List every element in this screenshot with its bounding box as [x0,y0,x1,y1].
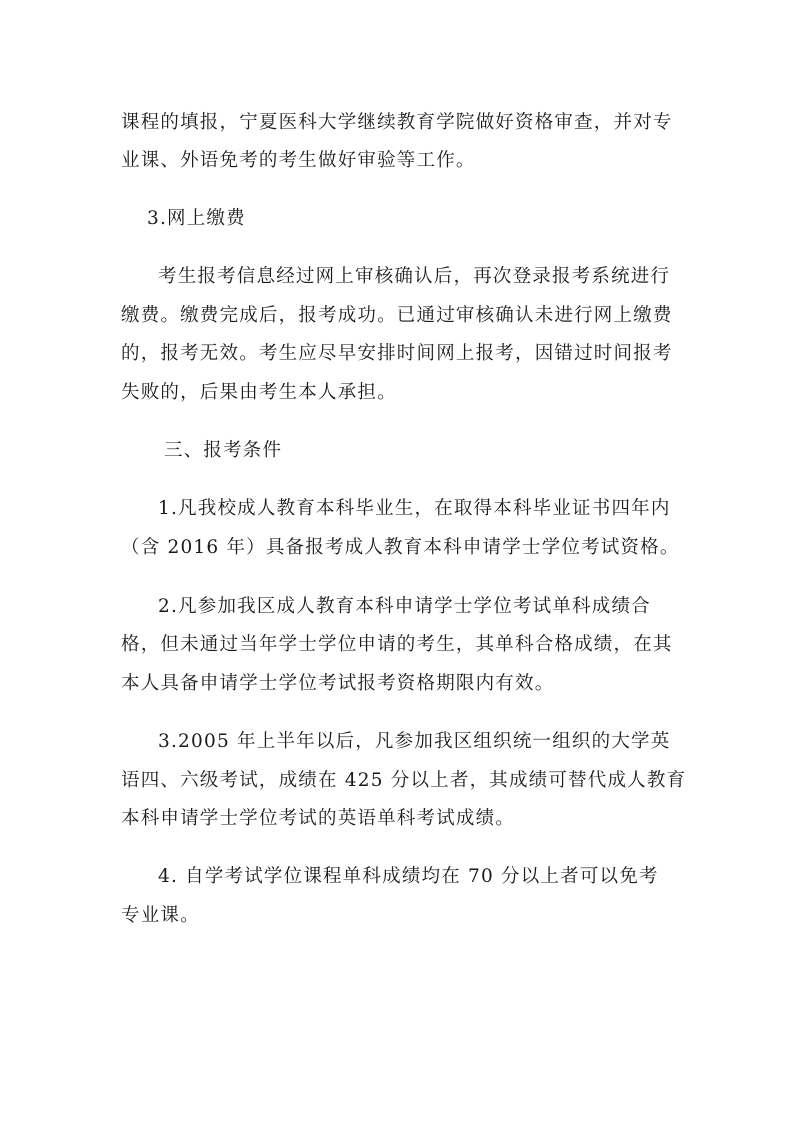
paragraph-line: 格，但未通过当年学士学位申请的考生，其单科合格成绩，在其 [121,634,673,655]
section-heading: 三、报考条件 [164,440,283,461]
paragraph-line: 缴费。缴费完成后，报考成功。已通过审核确认未进行网上缴费 [121,305,673,326]
paragraph-line: 4. 自学考试学位课程单科成绩均在 70 分以上者可以免考 [158,866,659,887]
paragraph-line: 2.凡参加我区成人教育本科申请学士学位考试单科成绩合 [158,596,651,617]
paragraph-line: 失败的，后果由考生本人承担。 [121,382,397,403]
paragraph-line: 的，报考无效。考生应尽早安排时间网上报考，因错过时间报考 [121,343,673,364]
paragraph-line: 本人具备申请学士学位考试报考资格期限内有效。 [121,673,555,694]
paragraph-line: 课程的填报，宁夏医科大学继续教育学院做好资格审查，并对专 [121,112,673,133]
paragraph-line: 本科申请学士学位考试的英语单科考试成绩。 [121,808,516,829]
paragraph-line: 考生报考信息经过网上审核确认后，再次登录报考系统进行 [158,266,671,287]
paragraph-line: 业课、外语免考的考生做好审验等工作。 [121,150,476,171]
paragraph-line: 1.凡我校成人教育本科毕业生，在取得本科毕业证书四年内 [158,498,671,519]
paragraph-line: （含 2016 年）具备报考成人教育本科申请学士学位考试资格。 [121,537,680,558]
paragraph-line: 语四、六级考试，成绩在 425 分以上者，其成绩可替代成人教育 [121,770,687,791]
section-heading: 3.网上缴费 [147,208,246,229]
paragraph-line: 专业课。 [121,905,200,926]
paragraph-line: 3.2005 年上半年以后，凡参加我区组织统一组织的大学英 [158,731,671,752]
